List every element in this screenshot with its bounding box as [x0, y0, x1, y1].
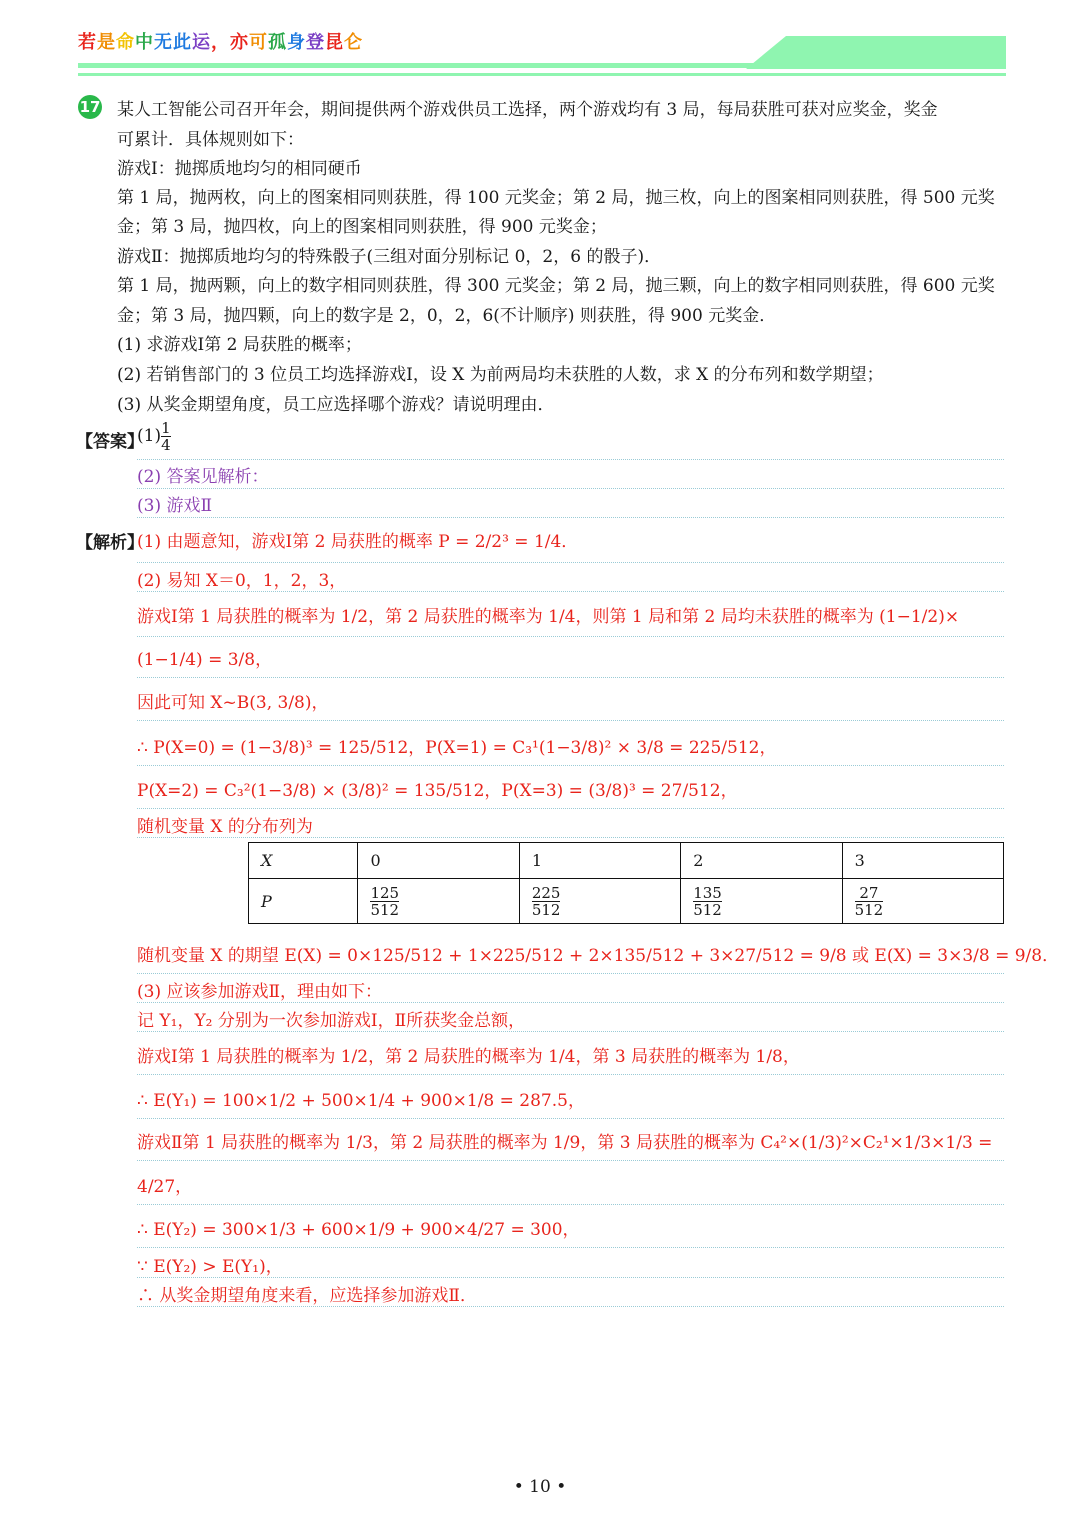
divider: [137, 1118, 1004, 1119]
divider: [137, 1002, 1004, 1003]
question-line-4: 第 1 局，抛两枚，向上的图案相同则获胜，得 100 元奖金；第 2 局，抛三枚，向上的图案相同则获胜，得 500 元奖: [117, 188, 995, 208]
motto-char: 亦: [230, 32, 249, 53]
divider: [137, 636, 1004, 637]
analysis-line-18: ∴ 从奖金期望角度来看，应选择参加游戏Ⅱ．: [137, 1286, 477, 1306]
analysis-line-17: ∵ E(Y₂) > E(Y₁)，: [137, 1257, 283, 1277]
analysis-line-15: 4/27，: [137, 1177, 193, 1197]
analysis-line-6: ∴ P(X=0) = (1−3/8)³ = 125/512，P(X=1) = C₃¹(1−3/8)² × 3/8 = 225/512，: [137, 738, 777, 758]
motto-char: 若: [78, 32, 97, 53]
analysis-line-4: (1−1/4) = 3/8，: [137, 650, 273, 670]
question-line-3: 游戏Ⅰ：抛掷质地均匀的相同硬币: [117, 159, 362, 179]
table-cell: [358, 879, 519, 924]
analysis-line-12: 游戏Ⅰ第 1 局获胜的概率为 1/2，第 2 局获胜的概率为 1/4，第 3 局获胜的概率为 1/8，: [137, 1047, 800, 1067]
question-line-7: 第 1 局，抛两颗，向上的数字相同则获胜，得 300 元奖金；第 2 局，抛三颗，向上的数字相同则获胜，得 600 元奖: [117, 276, 995, 296]
motto-char: 昆: [325, 32, 344, 53]
answer-1-num: 1: [161, 419, 171, 437]
denominator: 512: [854, 900, 884, 919]
denominator: 512: [693, 900, 722, 919]
divider: [137, 1277, 1004, 1278]
numerator: 27: [859, 883, 879, 902]
table-cell: [681, 879, 842, 924]
motto-char: 运: [192, 32, 211, 53]
divider: [137, 1074, 1004, 1075]
page-number: • 10 •: [513, 1477, 567, 1497]
table-cell: 1: [519, 843, 680, 879]
question-line-10: (2) 若销售部门的 3 位员工均选择游戏Ⅰ，设 X 为前两局均未获胜的人数，求 X 的分布列和数学期望；: [117, 365, 884, 385]
analysis-line-1: (1) 由题意知，游戏Ⅰ第 2 局获胜的概率 P = 2/2³ = 1/4．: [137, 532, 579, 552]
analysis-line-13: ∴ E(Y₁) = 100×1/2 + 500×1/4 + 900×1/8 = 287.5，: [137, 1091, 585, 1111]
divider: [137, 677, 1004, 678]
motto-char: 此: [173, 32, 192, 53]
numerator: 125: [370, 883, 400, 902]
motto-char: ，: [211, 32, 230, 53]
numerator: 135: [693, 883, 722, 902]
question-line-5: 金；第 3 局，抛四枚，向上的图案相同则获胜，得 900 元奖金；: [117, 217, 607, 237]
divider: [137, 591, 1004, 592]
motto-char: 登: [306, 32, 325, 53]
answer-3: (3) 游戏Ⅱ: [137, 496, 213, 516]
divider: [137, 765, 1004, 766]
table-cell: P: [249, 879, 358, 924]
table-cell: 0: [358, 843, 519, 879]
fraction: [693, 885, 722, 918]
analysis-line-16: ∴ E(Y₂) = 300×1/3 + 600×1/9 + 900×4/27 = 300，: [137, 1220, 580, 1240]
table-cell: [519, 879, 680, 924]
distribution-table: [248, 842, 1004, 924]
motto-char: 孤: [268, 32, 287, 53]
question-line-9: (1) 求游戏Ⅰ第 2 局获胜的概率；: [117, 335, 362, 355]
header-decoration: [78, 36, 1008, 82]
fraction: [532, 885, 561, 918]
divider: [137, 517, 1004, 518]
motto-char: 命: [116, 32, 135, 53]
divider: [137, 1247, 1004, 1248]
table-header-row: [249, 843, 1004, 879]
motto-char: 身: [287, 32, 306, 53]
analysis-line-7: P(X=2) = C₃²(1−3/8) × (3/8)² = 135/512，P(X=3) = (3/8)³ = 27/512，: [137, 781, 738, 801]
denominator: 512: [531, 900, 561, 919]
denominator: 512: [370, 900, 400, 919]
motto-char: 无: [154, 32, 173, 53]
divider: [137, 837, 1004, 838]
fraction: [370, 885, 399, 918]
answer-1: [137, 420, 171, 453]
table-cell: X: [249, 843, 358, 879]
divider: [137, 459, 1004, 460]
analysis-line-11: 记 Y₁，Y₂ 分别为一次参加游戏Ⅰ，Ⅱ所获奖金总额，: [137, 1011, 526, 1031]
analysis-line-3: 游戏Ⅰ第 1 局获胜的概率为 1/2，第 2 局获胜的概率为 1/4，则第 1 局和第 2 局均未获胜的概率为 (1−1/2)×: [137, 607, 960, 627]
analysis-line-9: 随机变量 X 的期望 E(X) = 0×125/512 + 1×225/512 + 2×135/512 + 3×27/512 = 9/8 或 E(X) = 3×3/8 = 9/8．: [137, 946, 1060, 966]
motto-char: 中: [135, 32, 154, 53]
divider: [137, 488, 1004, 489]
fraction: [855, 885, 884, 918]
question-line-8: 金；第 3 局，抛四颗，向上的数字是 2，0，2，6(不计顺序) 则获胜，得 900 元奖金．: [117, 306, 777, 326]
numerator: 225: [531, 883, 561, 902]
answer-1-den: 4: [161, 436, 171, 454]
analysis-line-10: (3) 应该参加游戏Ⅱ，理由如下：: [137, 982, 383, 1002]
motto-char: 仑: [344, 32, 363, 53]
divider: [137, 1204, 1004, 1205]
analysis-label: 【解析】: [76, 533, 144, 553]
analysis-line-14: 游戏Ⅱ第 1 局获胜的概率为 1/3，第 2 局获胜的概率为 1/9，第 3 局获胜的概率为 C₄²×(1/3)²×C₂¹×1/3×1/3 =: [137, 1133, 993, 1153]
question-line-11: (3) 从奖金期望角度，员工应选择哪个游戏？请说明理由．: [117, 395, 555, 415]
divider: [137, 720, 1004, 721]
answer-1-fraction: [161, 420, 171, 453]
divider: [137, 562, 1004, 563]
question-line-1: 某人工智能公司召开年会，期间提供两个游戏供员工选择，两个游戏均有 3 局，每局获胜可获对应奖金，奖金: [117, 100, 938, 120]
motto-char: 可: [249, 32, 268, 53]
question-number-badge: 17: [78, 95, 102, 119]
table-row: [249, 879, 1004, 924]
answer-1-prefix: (1): [137, 426, 162, 446]
table-cell: 2: [681, 843, 842, 879]
table-cell: 3: [842, 843, 1003, 879]
divider: [137, 1306, 1004, 1307]
divider: [137, 973, 1004, 974]
answer-2: (2) 答案见解析：: [137, 467, 269, 487]
divider: [137, 1031, 1004, 1032]
analysis-line-2: (2) 易知 X＝0，1，2，3，: [137, 571, 347, 591]
table-cell: [842, 879, 1003, 924]
motto-char: 是: [97, 32, 116, 53]
question-line-2: 可累计．具体规则如下：: [117, 130, 304, 150]
divider: [137, 808, 1004, 809]
analysis-line-5: 因此可知 X~B(3, 3/8)，: [137, 693, 329, 713]
divider: [137, 1160, 1004, 1161]
analysis-line-8: 随机变量 X 的分布列为: [137, 817, 313, 837]
answer-label: 【答案】: [76, 432, 144, 452]
question-line-6: 游戏Ⅱ：抛掷质地均匀的特殊骰子(三组对面分别标记 0，2，6 的骰子)．: [117, 247, 662, 267]
